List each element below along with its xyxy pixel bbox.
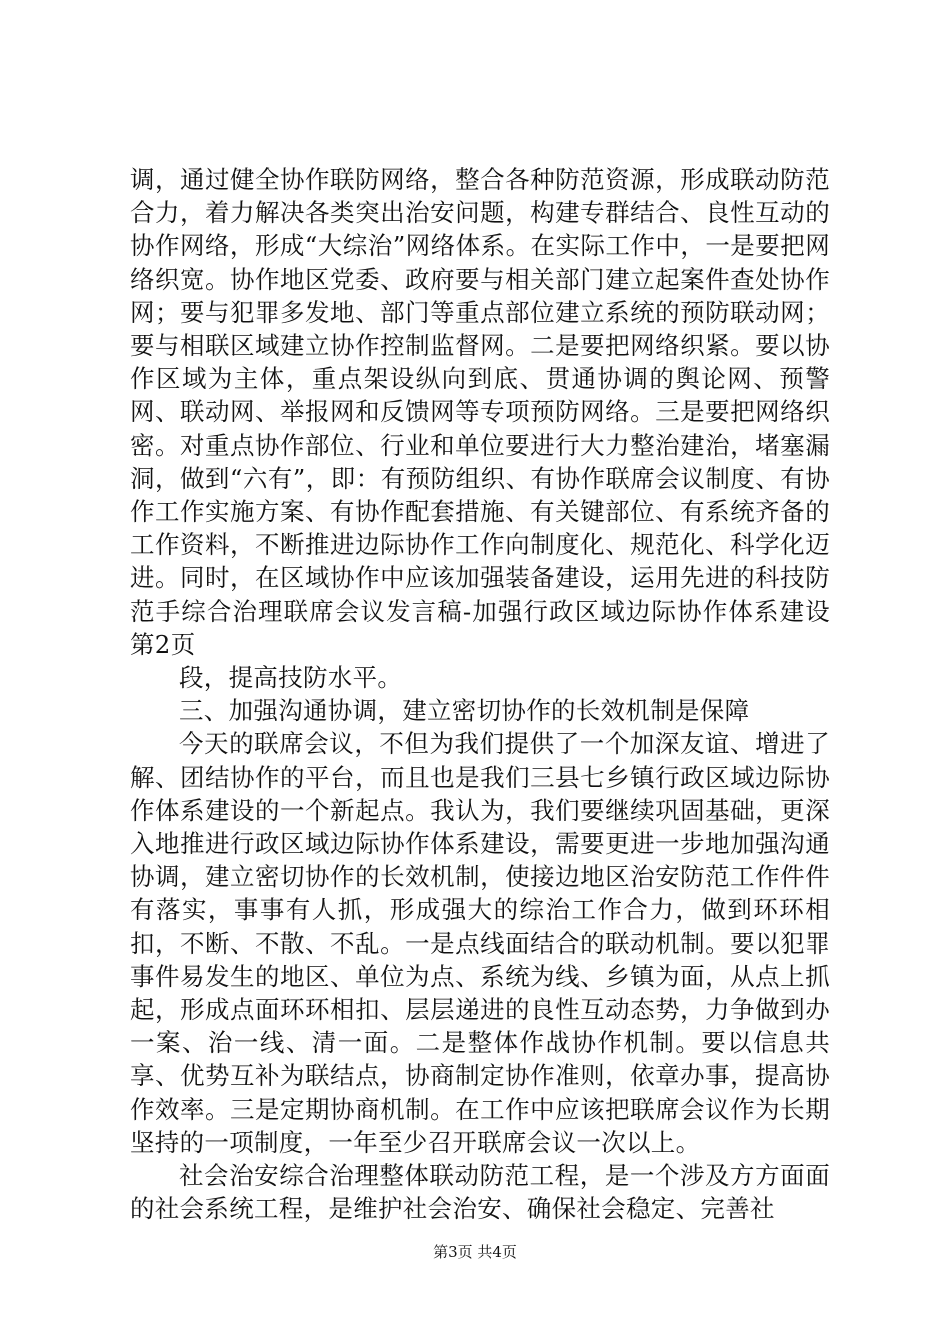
paragraph-mechanism: 今天的联席会议，不但为我们提供了一个加深友谊、增进了解、团结协作的平台，而且也是我们三县七乡镇行政区域边际协作体系建设的一个新起点。我认为，我们要继续巩固基础，更深入地推进行政区域边际协作体系建设，需要更进一步地加强沟通协调，建立密切协作的长效机制，使接边地区治安防范工作件件有落实，事事有人抓，形成强大的综治工作合力，做到环环相扣，不断、不散、不乱。一是点线面结合的联动机制。要以犯罪事件易发生的地区、单位为点、系统为线、乡镇为面，从点上抓起，形成点面环环相扣、层层递进的良性互动态势，力争做到办一案、治一线、清一面。二是整体作战协作机制。要以信息共享、优势互补为联结点，协商制定协作准则，依章办事，提高协作效率。三是定期协商机制。在工作中应该把联席会议作为长期坚持的一项制度，一年至少召开联席会议一次以上。 bbox=[130, 729, 830, 1157]
paragraph-conclusion: 社会治安综合治理整体联动防范工程，是一个涉及方方面面的社会系统工程，是维护社会治安、确保社会稳定、完善社 bbox=[130, 1161, 830, 1224]
page-number-footer: 第3页 共4页 bbox=[433, 1243, 517, 1261]
section-heading-three: 三、加强沟通协调，建立密切协作的长效机制是保障 bbox=[179, 696, 750, 726]
paragraph-tech-defense: 段，提高技防水平。 bbox=[179, 663, 403, 693]
document-body bbox=[130, 163, 830, 1226]
paragraph-network: 调，通过健全协作联防网络，整合各种防范资源，形成联动防范合力，着力解决各类突出治安问题，构建专群结合、良性互动的协作网络，形成“大综治”网络体系。在实际工作中，一是要把网络织宽。协作地区党委、政府要与相关部门建立起案件查处协作网；要与犯罪多发地、部门等重点部位建立系统的预防联动网；要与相联区域建立协作控制监督网。二是要把网络织紧。要以协作区域为主体，重点架设纵向到底、贯通协调的舆论网、预警网、联动网、举报网和反馈网等专项预防网络。三是要把网络织密。对重点协作部位、行业和单位要进行大力整治建治，堵塞漏洞，做到“六有”，即：有预防组织、有协作联席会议制度、有协作工作实施方案、有协作配套措施、有关键部位、有系统齐备的工作资料，不断推进边际协作工作向制度化、规范化、科学化迈进。同时，在区域协作中应该加强装备建设，运用先进的科技防范手综合治理联席会议发言稿-加强行政区域边际协作体系建设第2页 bbox=[130, 165, 830, 659]
